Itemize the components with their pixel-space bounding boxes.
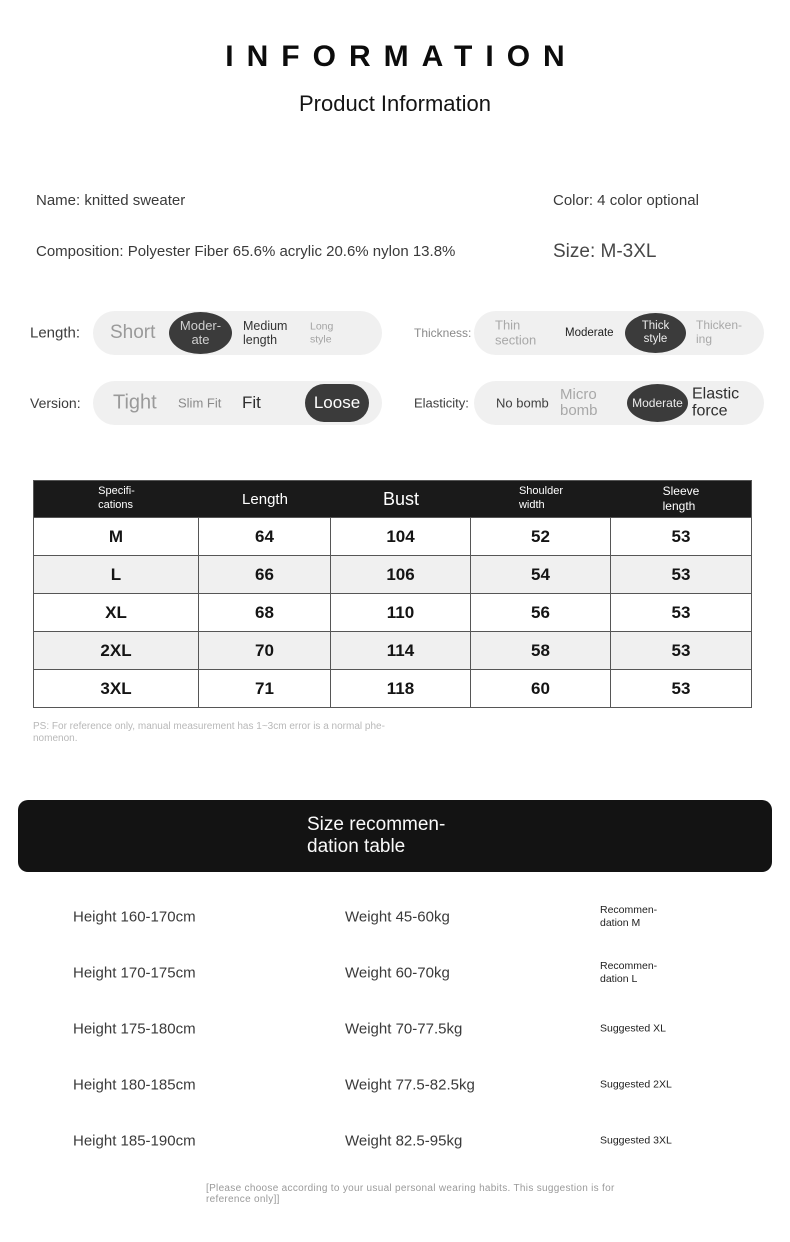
height-range: Height 175-180cm bbox=[73, 1020, 196, 1038]
version-option-tight[interactable]: Tight bbox=[113, 391, 157, 414]
product-name-text: Name: knitted sweater bbox=[36, 192, 186, 209]
cell-length: 71 bbox=[199, 669, 331, 707]
version-option-loose-selected[interactable]: Loose bbox=[305, 384, 369, 422]
cell-shoulder: 60 bbox=[471, 669, 611, 707]
elasticity-option-track bbox=[474, 381, 764, 425]
recommended-size: Suggested 2XL bbox=[600, 1078, 672, 1091]
recommended-size: Suggested 3XL bbox=[600, 1134, 672, 1147]
length-option-short[interactable]: Short bbox=[110, 322, 156, 343]
col-header-length: Length bbox=[199, 481, 331, 517]
banner-title: Size recommen- dation table bbox=[307, 814, 446, 857]
cell-size: 3XL bbox=[34, 669, 199, 707]
cell-size: L bbox=[34, 555, 199, 593]
version-option-fit[interactable]: Fit bbox=[242, 393, 261, 412]
elasticity-option-no-bomb[interactable]: No bomb bbox=[496, 395, 549, 411]
cell-shoulder: 52 bbox=[471, 517, 611, 555]
cell-shoulder: 56 bbox=[471, 593, 611, 631]
recommendation-row bbox=[0, 1001, 790, 1057]
height-range: Height 180-185cm bbox=[73, 1076, 196, 1094]
cell-length: 66 bbox=[199, 555, 331, 593]
cell-shoulder: 54 bbox=[471, 555, 611, 593]
height-range: Height 160-170cm bbox=[73, 908, 196, 926]
product-color-text: Color: 4 color optional bbox=[553, 192, 699, 209]
elasticity-option-micro-bomb[interactable]: Micro bomb bbox=[560, 385, 598, 419]
choice-disclaimer: [Please choose according to your usual personal wearing habits. This suggestion is for reference only]] bbox=[206, 1182, 615, 1206]
elasticity-option-elastic-force[interactable]: Elastic force bbox=[692, 385, 740, 420]
length-option-long-style[interactable]: Long style bbox=[310, 320, 334, 345]
cell-size: XL bbox=[34, 593, 199, 631]
size-recommendation-list bbox=[0, 889, 790, 1169]
weight-range: Weight 70-77.5kg bbox=[345, 1020, 463, 1038]
cell-shoulder: 58 bbox=[471, 631, 611, 669]
recommendation-row bbox=[0, 945, 790, 1001]
cell-bust: 110 bbox=[331, 593, 471, 631]
attribute-selectors bbox=[0, 311, 790, 425]
product-info bbox=[0, 192, 790, 284]
length-option-track bbox=[93, 311, 382, 355]
cell-sleeve: 53 bbox=[611, 593, 751, 631]
cell-bust: 104 bbox=[331, 517, 471, 555]
product-size-text: Size: M-3XL bbox=[553, 241, 657, 262]
measurement-disclaimer: PS: For reference only, manual measurement has 1~3cm error is a normal phe- nomenon. bbox=[33, 721, 385, 744]
weight-range: Weight 77.5-82.5kg bbox=[345, 1076, 475, 1094]
size-recommendation-banner bbox=[18, 800, 772, 872]
cell-length: 64 bbox=[199, 517, 331, 555]
cell-size: 2XL bbox=[34, 631, 199, 669]
col-header-shoulder-width: Shoulder width bbox=[471, 481, 611, 517]
cell-sleeve: 53 bbox=[611, 631, 751, 669]
thickness-option-moderate[interactable]: Moderate bbox=[565, 327, 614, 339]
version-option-track bbox=[93, 381, 382, 425]
version-option-slim-fit[interactable]: Slim Fit bbox=[178, 395, 222, 411]
size-table bbox=[33, 480, 752, 708]
recommendation-row bbox=[0, 889, 790, 945]
recommended-size: Recommen- dation L bbox=[600, 959, 658, 985]
cell-sleeve: 53 bbox=[611, 669, 751, 707]
product-composition-text: Composition: Polyester Fiber 65.6% acrylic 20.6% nylon 13.8% bbox=[36, 243, 456, 260]
length-label: Length: bbox=[30, 324, 81, 342]
recommendation-row bbox=[0, 1057, 790, 1113]
thickness-option-thickening[interactable]: Thicken- ing bbox=[696, 318, 743, 346]
page-title: INFORMATION bbox=[225, 40, 578, 73]
col-header-specifications: Specifi- cations bbox=[34, 481, 199, 517]
selector-row-version-elasticity bbox=[0, 381, 790, 425]
page-header bbox=[0, 0, 790, 117]
cell-bust: 114 bbox=[331, 631, 471, 669]
cell-length: 70 bbox=[199, 631, 331, 669]
weight-range: Weight 60-70kg bbox=[345, 964, 450, 982]
size-chart-section bbox=[0, 480, 790, 745]
length-option-moderate-selected[interactable]: Moder- ate bbox=[169, 312, 232, 354]
thickness-option-thick-style-selected[interactable]: Thick style bbox=[625, 313, 686, 353]
col-header-bust: Bust bbox=[331, 481, 471, 517]
selector-row-length-thickness bbox=[0, 311, 790, 355]
elasticity-label: Elasticity: bbox=[414, 395, 469, 411]
recommended-size: Suggested XL bbox=[600, 1022, 666, 1035]
page-subtitle: Product Information bbox=[299, 91, 491, 116]
thickness-label: Thickness: bbox=[414, 326, 472, 340]
weight-range: Weight 45-60kg bbox=[345, 908, 450, 926]
cell-size: M bbox=[34, 517, 199, 555]
col-header-sleeve-length: Sleeve length bbox=[611, 481, 751, 517]
thickness-option-thin-section[interactable]: Thin section bbox=[495, 317, 537, 347]
recommendation-row bbox=[0, 1113, 790, 1169]
length-option-medium-length[interactable]: Medium length bbox=[243, 319, 288, 347]
height-range: Height 170-175cm bbox=[73, 964, 196, 982]
version-label: Version: bbox=[30, 395, 81, 411]
height-range: Height 185-190cm bbox=[73, 1132, 196, 1150]
elasticity-option-moderate-selected[interactable]: Moderate bbox=[627, 384, 688, 422]
thickness-option-track bbox=[474, 311, 764, 355]
cell-bust: 118 bbox=[331, 669, 471, 707]
weight-range: Weight 82.5-95kg bbox=[345, 1132, 463, 1150]
cell-sleeve: 53 bbox=[611, 517, 751, 555]
cell-length: 68 bbox=[199, 593, 331, 631]
cell-bust: 106 bbox=[331, 555, 471, 593]
recommended-size: Recommen- dation M bbox=[600, 903, 658, 929]
cell-sleeve: 53 bbox=[611, 555, 751, 593]
